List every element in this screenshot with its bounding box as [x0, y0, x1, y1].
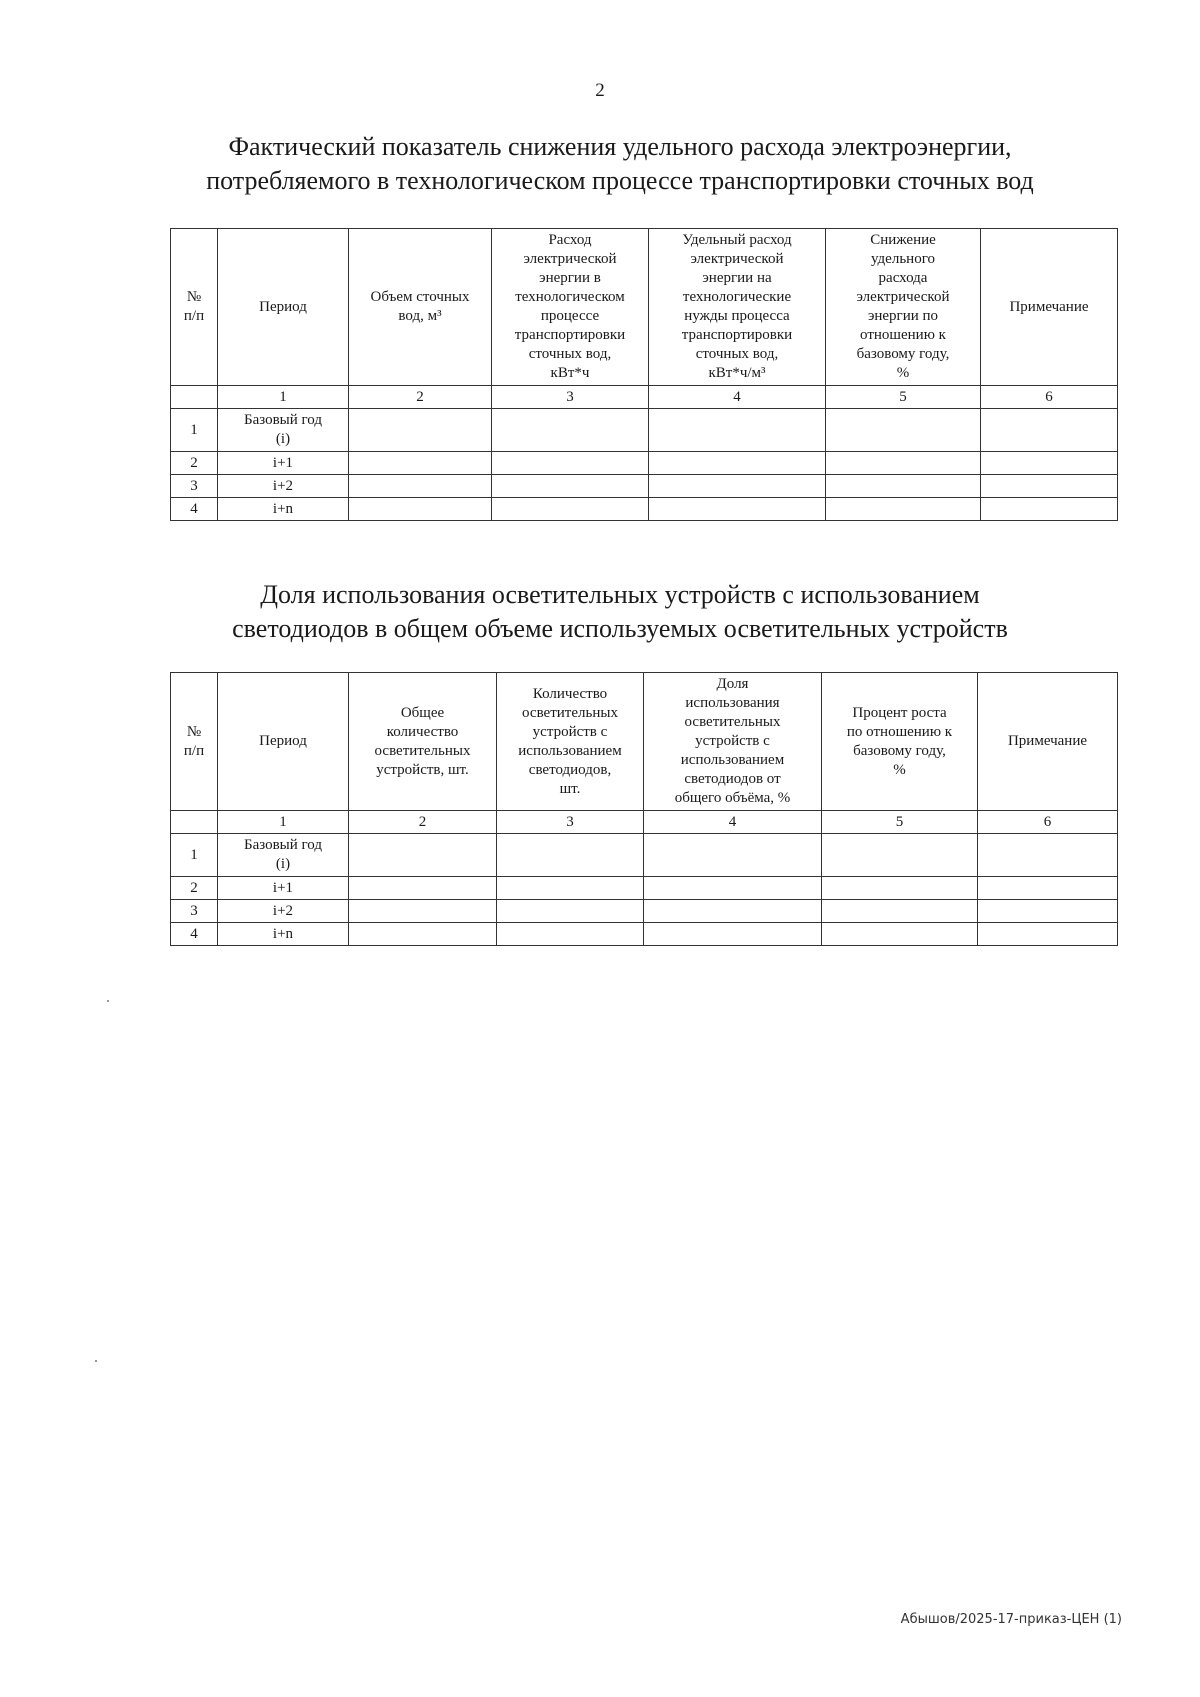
empty-cell: [978, 877, 1118, 900]
empty-cell: [492, 409, 649, 452]
column-header: [171, 673, 218, 811]
header-line: устройств с: [532, 723, 608, 740]
empty-cell: [822, 877, 978, 900]
column-header: [349, 673, 497, 811]
header-line: №: [186, 289, 202, 305]
period-line: i+2: [272, 902, 294, 919]
header-line: Снижение: [870, 232, 936, 248]
empty-cell: [349, 498, 492, 521]
title-line: светодиодов в общем объеме используемых осветительных устройств: [232, 614, 1008, 643]
empty-cell: [644, 923, 822, 946]
section-title-energy: [150, 130, 1090, 198]
title-line: Доля использования осветительных устройств с использованием: [260, 580, 980, 609]
header-line: электрической: [690, 251, 784, 267]
empty-cell: [649, 409, 826, 452]
column-number: 6: [981, 386, 1118, 409]
empty-cell: [981, 475, 1118, 498]
empty-cell: [349, 409, 492, 452]
column-number: [171, 386, 218, 409]
empty-cell: [349, 877, 497, 900]
header-line: количество: [386, 723, 459, 740]
header-line: осветительных: [684, 714, 781, 730]
period-cell: [218, 475, 349, 498]
column-number: 4: [644, 811, 822, 834]
column-header: [649, 229, 826, 386]
title-line: Фактический показатель снижения удельного расхода электроэнергии,: [228, 132, 1012, 161]
empty-cell: [349, 900, 497, 923]
column-header: [171, 229, 218, 386]
period-line: i+n: [272, 925, 294, 942]
empty-cell: [822, 834, 978, 877]
column-header: [492, 229, 649, 386]
table-row: [171, 409, 1118, 452]
period-line: (i): [275, 431, 291, 447]
empty-cell: [649, 498, 826, 521]
empty-cell: [978, 900, 1118, 923]
period-cell: [218, 409, 349, 452]
table-row: [171, 452, 1118, 475]
led-usage-table: [170, 672, 1118, 946]
header-line: шт.: [559, 780, 581, 797]
empty-cell: [492, 498, 649, 521]
period-line: Базовый год: [243, 412, 323, 428]
header-line: расхода: [878, 270, 928, 286]
empty-cell: [349, 452, 492, 475]
header-line: транспортировки: [514, 327, 626, 343]
empty-cell: [649, 475, 826, 498]
column-number: 4: [649, 386, 826, 409]
period-cell: [218, 900, 349, 923]
column-number: 2: [349, 811, 497, 834]
empty-cell: [822, 923, 978, 946]
header-line: Общее: [400, 704, 445, 721]
period-line: i+1: [272, 454, 294, 471]
period-cell: [218, 498, 349, 521]
header-line: Расход: [548, 232, 592, 248]
period-line: i+2: [272, 477, 294, 494]
column-header: [218, 229, 349, 386]
empty-cell: [822, 900, 978, 923]
column-number: 1: [218, 811, 349, 834]
row-number: 4: [171, 923, 218, 946]
empty-cell: [981, 452, 1118, 475]
header-line: п/п: [183, 308, 205, 324]
header-line: %: [896, 365, 910, 381]
header-line: Удельный расход: [682, 232, 792, 248]
title-line: потребляемого в технологическом процессе транспортировки сточных вод: [206, 166, 1034, 195]
empty-cell: [978, 923, 1118, 946]
empty-cell: [492, 452, 649, 475]
table-row: [171, 834, 1118, 877]
header-row: [171, 673, 1118, 811]
header-line: отношению к: [860, 327, 946, 343]
period-line: (i): [275, 856, 291, 872]
document-footer-id: Абышов/2025-17-приказ-ЦЕН (1): [900, 1612, 1122, 1627]
header-line: транспортировки: [681, 327, 793, 343]
empty-cell: [978, 834, 1118, 877]
empty-cell: [644, 834, 822, 877]
column-header: [644, 673, 822, 811]
table-row: [171, 923, 1118, 946]
table-row: [171, 498, 1118, 521]
header-line: по отношению к: [846, 723, 953, 740]
empty-cell: [644, 877, 822, 900]
header-line: Процент роста: [852, 704, 947, 721]
scan-speck: [107, 1000, 109, 1002]
header-line: использования: [685, 695, 780, 711]
header-line: базовому году,: [856, 346, 950, 362]
empty-cell: [497, 900, 644, 923]
empty-cell: [497, 877, 644, 900]
table-row: [171, 900, 1118, 923]
header-line: удельного: [871, 251, 935, 267]
header-line: Доля: [716, 676, 749, 692]
column-header: [822, 673, 978, 811]
empty-cell: [826, 498, 981, 521]
empty-cell: [497, 834, 644, 877]
header-line: вод, м³: [398, 308, 442, 324]
row-number: 1: [171, 834, 218, 877]
header-line: сточных вод,: [695, 346, 779, 362]
row-number: 2: [171, 877, 218, 900]
row-number: 3: [171, 475, 218, 498]
empty-cell: [349, 834, 497, 877]
header-line: устройств с: [695, 733, 770, 749]
column-header: [826, 229, 981, 386]
header-line: кВт*ч/м³: [708, 365, 766, 381]
row-number: 1: [171, 409, 218, 452]
column-number: 2: [349, 386, 492, 409]
empty-cell: [826, 409, 981, 452]
empty-cell: [981, 409, 1118, 452]
column-header: [497, 673, 644, 811]
header-line: базовому году,: [853, 742, 946, 759]
header-line: Примечание: [1009, 298, 1089, 315]
header-line: энергии по: [867, 308, 939, 324]
empty-cell: [644, 900, 822, 923]
header-line: нужды процесса: [684, 308, 790, 324]
scan-speck: [95, 1360, 97, 1362]
row-number: 4: [171, 498, 218, 521]
header-line: %: [893, 761, 906, 778]
header-line: осветительных: [374, 742, 471, 759]
empty-cell: [826, 475, 981, 498]
empty-cell: [981, 498, 1118, 521]
column-header: [981, 229, 1118, 386]
header-line: электрической: [856, 289, 950, 305]
column-header: [349, 229, 492, 386]
column-number: 5: [826, 386, 981, 409]
table-row: [171, 475, 1118, 498]
empty-cell: [349, 923, 497, 946]
period-cell: [218, 877, 349, 900]
header-line: Период: [259, 733, 307, 749]
period-line: Базовый год: [243, 837, 323, 853]
period-line: i+n: [272, 500, 294, 517]
empty-cell: [492, 475, 649, 498]
header-line: технологические: [682, 289, 792, 305]
header-line: №: [186, 723, 202, 740]
header-line: светодиодов,: [528, 761, 612, 778]
period-cell: [218, 452, 349, 475]
header-line: энергии на: [702, 270, 772, 286]
header-line: устройств, шт.: [376, 761, 469, 778]
header-line: п/п: [183, 742, 205, 759]
header-line: энергии в: [539, 270, 601, 286]
header-line: Количество: [532, 685, 608, 702]
header-line: Объем сточных: [370, 289, 470, 305]
header-line: общего объёма, %: [674, 790, 791, 806]
column-number: 3: [492, 386, 649, 409]
table-row: [171, 877, 1118, 900]
header-line: процессе: [540, 308, 600, 324]
header-line: Примечание: [1007, 733, 1088, 749]
column-header: [978, 673, 1118, 811]
empty-cell: [649, 452, 826, 475]
header-line: сточных вод,: [528, 346, 612, 362]
empty-cell: [497, 923, 644, 946]
header-line: использованием: [680, 752, 785, 768]
header-row: [171, 229, 1118, 386]
column-header: [218, 673, 349, 811]
empty-cell: [349, 475, 492, 498]
empty-cell: [826, 452, 981, 475]
row-number: 2: [171, 452, 218, 475]
column-number: 6: [978, 811, 1118, 834]
period-cell: [218, 923, 349, 946]
period-line: i+1: [272, 879, 294, 896]
header-line: электрической: [523, 251, 617, 267]
section-title-led: [150, 578, 1090, 646]
header-line: технологическом: [515, 289, 625, 305]
column-number: 3: [497, 811, 644, 834]
energy-consumption-table: [170, 228, 1118, 521]
column-number: 1: [218, 386, 349, 409]
header-line: осветительных: [522, 704, 618, 721]
page-number: 2: [595, 80, 605, 101]
header-line: светодиодов от: [684, 771, 781, 787]
column-number: 5: [822, 811, 978, 834]
header-line: кВт*ч: [550, 365, 590, 381]
row-number: 3: [171, 900, 218, 923]
column-number-row: [171, 386, 1118, 409]
period-cell: [218, 834, 349, 877]
header-line: Период: [259, 298, 307, 315]
header-line: использованием: [518, 742, 622, 759]
column-number: [171, 811, 218, 834]
column-number-row: [171, 811, 1118, 834]
